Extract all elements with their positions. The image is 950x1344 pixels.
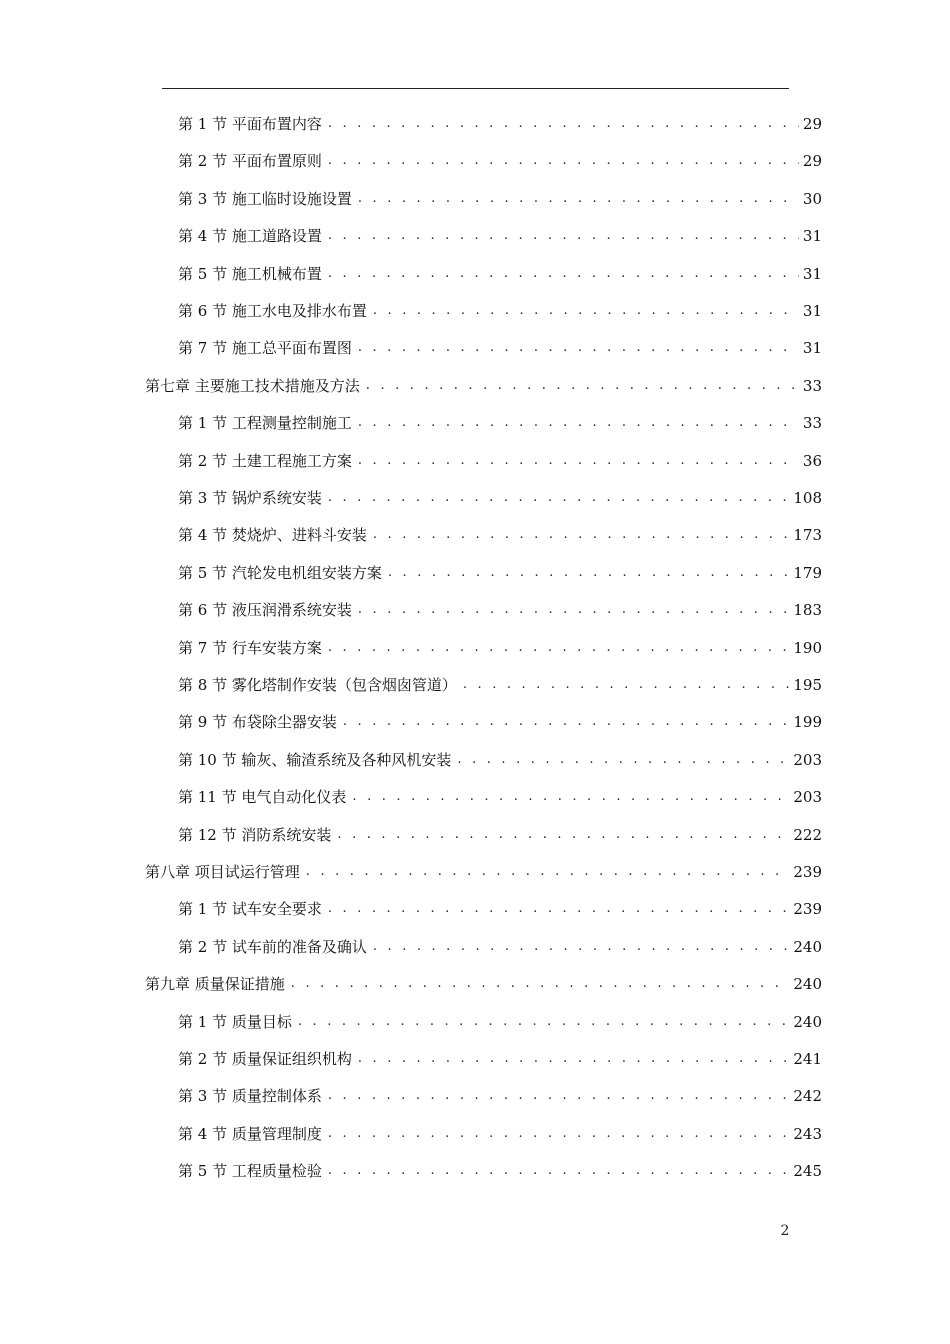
toc-entry-page: 240 <box>793 1012 822 1031</box>
toc-entry-label: 第 5 节 汽轮发电机组安装方案 <box>178 563 382 582</box>
toc-entry-page: 33 <box>802 376 822 395</box>
toc-dot-leader <box>358 598 790 622</box>
toc-dot-leader <box>328 112 799 136</box>
toc-dot-leader <box>328 224 799 248</box>
toc-dot-leader <box>457 748 789 772</box>
toc-entry-page: 243 <box>793 1124 822 1143</box>
toc-section-entry[interactable] <box>178 1159 822 1183</box>
toc-dot-leader <box>328 1159 790 1183</box>
toc-section-entry[interactable] <box>178 1084 822 1108</box>
toc-entry-page: 242 <box>793 1087 822 1106</box>
toc-entry-page: 29 <box>802 152 822 171</box>
toc-entry-page: 31 <box>802 227 822 246</box>
toc-entry-label: 第 9 节 布袋除尘器安装 <box>178 713 337 732</box>
page-number: 2 <box>780 1223 790 1239</box>
toc-section-entry[interactable] <box>178 1010 822 1034</box>
toc-entry-label: 第 7 节 行车安装方案 <box>178 638 322 657</box>
toc-entry-label: 第 5 节 施工机械布置 <box>178 264 322 283</box>
toc-dot-leader <box>328 1122 790 1146</box>
toc-dot-leader <box>328 262 799 286</box>
toc-entry-page: 33 <box>802 414 822 433</box>
toc-entry-page: 31 <box>802 264 822 283</box>
toc-section-entry[interactable] <box>178 935 822 959</box>
toc-entry-label: 第九章 质量保证措施 <box>145 975 285 994</box>
toc-entry-label: 第 2 节 试车前的准备及确认 <box>178 937 367 956</box>
toc-entry-page: 203 <box>793 788 822 807</box>
toc-section-entry[interactable] <box>178 449 822 473</box>
toc-section-entry[interactable] <box>178 785 822 809</box>
toc-entry-page: 195 <box>793 676 822 694</box>
toc-entry-label: 第 10 节 输灰、输渣系统及各种风机安装 <box>178 750 452 769</box>
toc-section-entry[interactable] <box>178 411 822 435</box>
toc-dot-leader <box>328 897 790 921</box>
toc-entry-label: 第七章 主要施工技术措施及方法 <box>145 376 360 395</box>
toc-entry-page: 190 <box>793 638 822 657</box>
toc-entry-label: 第 3 节 锅炉系统安装 <box>178 489 322 507</box>
toc-entry-label: 第 6 节 施工水电及排水布置 <box>178 302 367 320</box>
toc-entry-label: 第 8 节 雾化塔制作安装（包含烟囱管道） <box>178 676 457 694</box>
toc-section-entry[interactable] <box>178 486 822 510</box>
toc-dot-leader <box>463 673 790 697</box>
toc-entry-page: 108 <box>793 489 822 507</box>
toc-dot-leader <box>366 374 799 398</box>
toc-entry-page: 222 <box>793 825 822 844</box>
toc-section-entry[interactable] <box>178 112 822 136</box>
toc-chapter-entry[interactable] <box>145 374 822 398</box>
toc-dot-leader <box>358 1047 790 1071</box>
toc-dot-leader <box>373 935 790 959</box>
toc-entry-page: 239 <box>793 900 822 919</box>
toc-entry-page: 240 <box>793 975 822 994</box>
toc-entry-page: 203 <box>793 750 822 769</box>
toc-section-entry[interactable] <box>178 561 822 585</box>
toc-entry-page: 31 <box>802 302 822 320</box>
toc-entry-label: 第 3 节 质量控制体系 <box>178 1087 322 1106</box>
toc-entry-page: 183 <box>793 601 822 620</box>
toc-section-entry[interactable] <box>178 336 822 360</box>
toc-chapter-entry[interactable] <box>145 972 822 996</box>
toc-dot-leader <box>373 299 799 323</box>
toc-section-entry[interactable] <box>178 149 822 173</box>
toc-section-entry[interactable] <box>178 636 822 660</box>
toc-entry-label: 第 1 节 质量目标 <box>178 1012 292 1031</box>
toc-entry-label: 第 3 节 施工临时设施设置 <box>178 189 352 208</box>
toc-chapter-entry[interactable] <box>145 860 822 884</box>
toc-entry-page: 29 <box>802 115 822 133</box>
toc-section-entry[interactable] <box>178 224 822 248</box>
toc-dot-leader <box>358 187 799 211</box>
toc-section-entry[interactable] <box>178 673 822 697</box>
header-rule <box>162 88 789 89</box>
toc-dot-leader <box>352 785 789 809</box>
toc-section-entry[interactable] <box>178 710 822 734</box>
toc-dot-leader <box>343 710 790 734</box>
toc-section-entry[interactable] <box>178 897 822 921</box>
toc-entry-label: 第 2 节 土建工程施工方案 <box>178 451 352 470</box>
toc-section-entry[interactable] <box>178 1047 822 1071</box>
toc-entry-label: 第 4 节 施工道路设置 <box>178 227 322 246</box>
toc-entry-page: 199 <box>793 713 822 732</box>
toc-section-entry[interactable] <box>178 523 822 547</box>
toc-entry-page: 31 <box>802 339 822 358</box>
toc-dot-leader <box>388 561 790 585</box>
toc-section-entry[interactable] <box>178 748 822 772</box>
toc-section-entry[interactable] <box>178 299 822 323</box>
toc-entry-label: 第 2 节 质量保证组织机构 <box>178 1050 352 1068</box>
toc-dot-leader <box>298 1010 790 1034</box>
toc-entry-label: 第 2 节 平面布置原则 <box>178 152 322 171</box>
toc-section-entry[interactable] <box>178 262 822 286</box>
toc-section-entry[interactable] <box>178 1122 822 1146</box>
toc-dot-leader <box>328 636 790 660</box>
toc-entry-label: 第 1 节 工程测量控制施工 <box>178 414 352 433</box>
toc-entry-page: 179 <box>793 563 822 582</box>
toc-entry-label: 第 4 节 焚烧炉、进料斗安装 <box>178 526 367 545</box>
toc-section-entry[interactable] <box>178 187 822 211</box>
toc-dot-leader <box>328 486 790 510</box>
toc-entry-label: 第 11 节 电气自动化仪表 <box>178 788 347 807</box>
toc-dot-leader <box>358 449 799 473</box>
toc-entry-page: 173 <box>793 526 822 545</box>
toc-dot-leader <box>328 1084 790 1108</box>
toc-entry-label: 第 7 节 施工总平面布置图 <box>178 339 352 358</box>
toc-entry-page: 240 <box>793 937 822 956</box>
toc-section-entry[interactable] <box>178 823 822 847</box>
toc-dot-leader <box>291 972 790 996</box>
toc-entry-page: 36 <box>802 451 822 470</box>
toc-entry-label: 第 1 节 试车安全要求 <box>178 900 322 919</box>
toc-entry-page: 30 <box>802 189 822 208</box>
toc-entry-label: 第八章 项目试运行管理 <box>145 863 300 881</box>
toc-entry-label: 第 4 节 质量管理制度 <box>178 1124 322 1143</box>
toc-entry-page: 241 <box>793 1050 822 1068</box>
toc-entry-label: 第 1 节 平面布置内容 <box>178 115 322 133</box>
toc-section-entry[interactable] <box>178 598 822 622</box>
toc-dot-leader <box>358 411 799 435</box>
toc-entry-page: 239 <box>793 863 822 881</box>
toc-dot-leader <box>358 336 799 360</box>
toc-dot-leader <box>337 823 789 847</box>
toc-dot-leader <box>306 860 790 884</box>
toc-dot-leader <box>373 523 790 547</box>
toc-entry-label: 第 6 节 液压润滑系统安装 <box>178 601 352 620</box>
toc-entry-page: 245 <box>793 1162 822 1181</box>
toc-entry-label: 第 5 节 工程质量检验 <box>178 1162 322 1181</box>
toc-dot-leader <box>328 149 799 173</box>
toc-entry-label: 第 12 节 消防系统安装 <box>178 825 332 844</box>
